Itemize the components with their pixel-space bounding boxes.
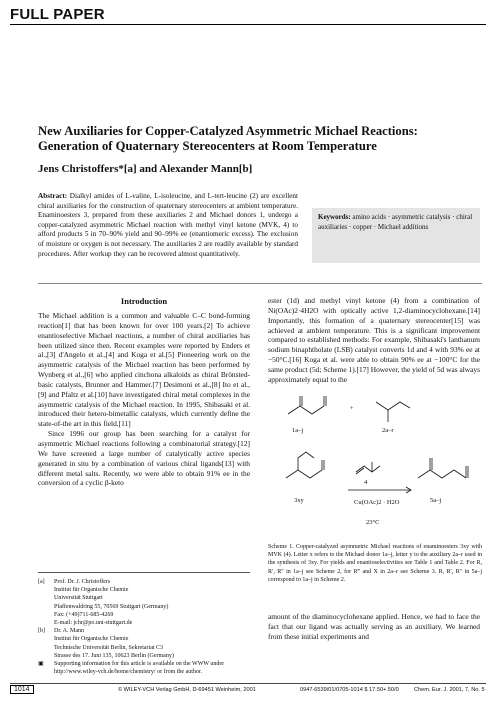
footnote-line: Institut für Organische Chemie [54,636,129,643]
section-heading-introduction: Introduction [120,296,168,306]
right-column-top [268,296,480,385]
footnote-line: Pfaffenwaldring 55, 70569 Stuttgart (Germany) [54,603,169,610]
footer-journal: Chem. Eur. J. 2001, 7, No. 5 [414,687,485,693]
footer-publisher: © WILEY-VCH Verlag GmbH, D-69451 Weinheim, 2001 [118,687,256,693]
header-rule [10,24,486,25]
footnote-email[interactable]: E-mail: jchr@po.uni-stuttgart.de [54,620,133,627]
footer-rule [10,683,486,684]
bond-line [288,406,324,414]
right-column-bottom [268,612,480,642]
plus-sign: + [350,405,354,412]
bond-line [286,470,322,478]
footnotes [38,578,252,676]
footnote-line: Prof. Dr. J. Christoffers [54,579,111,585]
abstract-divider [38,283,482,284]
footer-issn: 0947-6539/01/0705-1014 $ 17.50+.50/0 [300,687,399,693]
footnote-b [38,627,252,660]
bond-line [418,470,466,478]
keywords [318,213,476,232]
paragraph: ester (1d) and methyl vinyl ketone (4) from a combination of Ni(OAc)2·4H2O with optically active 1,2-diaminocyclohexane.[14] Importantly, this formation of a quaternary stereocenter[15] was achieved at ambient temperature. This is a significant improvement compared to established methods: For example, Shibasaki's lanthanum sodium binaphtholate (LSB) catalyst converts 1d and 4 with 93% ee at −50°C.[16] Koga et al. were able to obtain 90% ee at −100°C for the same product (5d; Scheme 1).[17] However, the yield of 5d was always approximately equal to the [268,296,480,384]
article-title: New Auxiliaries for Copper-Catalyzed Asymmetric Michael Reactions: Generation of Quaternary Stereocenters at Room Temperature [38,124,418,153]
abstract [38,192,298,259]
page-number: 1014 [10,685,34,694]
reagent-label: Cu(OAc)2 · H2O [354,499,400,506]
footnote-line: Supporting information for this article is available on the WWW under [54,661,225,668]
abstract-text: Dialkyl amides of L-valine, L-isoleucine, and L-tert-leucine (2) are excellent chiral auxiliaries for the construction of quaternary stereocenters at ambient temperature. Enaminoesters 3, prepared from these auxiliaries 2 and Michael donors 1, undergo a copper-catalyzed asymmetric Michael reaction with methyl vinyl ketone (MVK, 4) to afford products 5 in 70–90% yield and 90–99% ee (enantiomeric excess). The exclusion of moisture or oxygen is not necessary. The auxiliaries 2 are readily available by standard procedures. After workup they can be recovered almost quantitatively. [38,192,299,258]
bond-line [298,452,314,458]
compound-label-5: 5a–j [430,497,442,504]
author-line: Jens Christoffers*[a] and Alexander Mann[b] [38,163,253,175]
compound-label-3: 3xy [294,497,304,504]
footnote-divider [38,572,250,573]
paragraph: amount of the diaminocyclohexane applied. Hence, we had to face the fact that our ligand was actually serving as an auxiliary. We learned from these initial experiments and [268,612,480,641]
bond-line [376,402,410,410]
abstract-label: Abstract: [38,192,68,200]
footnote-line: Strasse des 17. Juni 135, 10623 Berlin (Germany) [54,652,174,659]
footnote-label: [a] [38,579,45,585]
footnote-label: [b] [38,628,45,635]
footnote-supporting-info [38,660,252,676]
keywords-label: Keywords: [318,213,351,221]
compound-label-4: 4 [364,479,368,486]
footnote-a [38,578,252,627]
footnote-line: Technische Universität Berlin, Sekretariat C3 [54,644,164,651]
section-label: FULL PAPER [10,6,105,23]
supporting-info-link[interactable]: http://www.wiley-vch.de/home/chemistry/ or from the author. [54,669,203,676]
compound-label-1: 1a–j [292,427,304,434]
temperature-label: 23°C [366,519,380,526]
compound-label-2: 2a–r [382,427,394,434]
footnote-line: Universität Stuttgart [54,595,103,602]
footnote-line: Institut für Organische Chemie [54,587,129,594]
left-column [38,311,250,488]
footnote-line: Fax: (+49)711-685-4269 [54,611,114,618]
supporting-info-icon: ▣ [38,661,44,668]
scheme-1-figure [268,382,482,542]
paragraph: The Michael addition is a common and valuable C–C bond-forming reaction[1] that has been known for over 100 years.[2] To achieve enantioselective Michael reactions, a number of chiral auxiliaries has been utilized since then. Recent examples were reported by Enders et al.,[3] d'Angelo et al.,[4] and Koga et al.[5] Pioneering work on the asymmetric catalysis of the Michael reaction has been performed by Wynberg et al.,[6] who applied cinchona alkaloids as chiral Brönsted-basic catalysts, Brunner and Hammer.[7] Desimoni et al.,[8] Ito et al.,[9] and Pfaltz et al.[10] have investigated chiral metal complexes in the asymmetric catalysis of the Michael reaction. In 1995, Shibasaki et al. introduced their hetero-bimetallic catalysts, which currently define the state-of-the art in this field.[11] [38,311,250,429]
keywords-text: amino acids · asymmetric catalysis · chiral auxiliaries · copper · Michael additions [318,213,473,231]
scheme-caption: Scheme 1. Copper-catalyzed asymmetric Michael reactions of enaminoesters 3xy with MVK (4). Letter x refers to the Michael donor 1a–j, letter y to the auxiliary 2a–r used in the synthesis of 3xy. For yields and enantioselectivities see Table 1 and Table 2. For R, R′, R″ in 1a–j see Scheme 2, for R‴ and X in 2a–r see Scheme 3. R, R′, R″ in 5a–j correspond to 1a–j in Scheme 2. [268,544,482,583]
footnote-line: Dr. A. Mann [54,628,84,635]
paragraph: Since 1996 our group has been searching for a catalyst for asymmetric Michael reactions following a combinatorial strategy.[12] We have screened a large number of catalytically active species generated in situ by a combination of various chiral ligands[13] with different metal salts. Recently, we were able to obtain 91% ee in the conversion of a cyclic β-keto [38,429,250,488]
